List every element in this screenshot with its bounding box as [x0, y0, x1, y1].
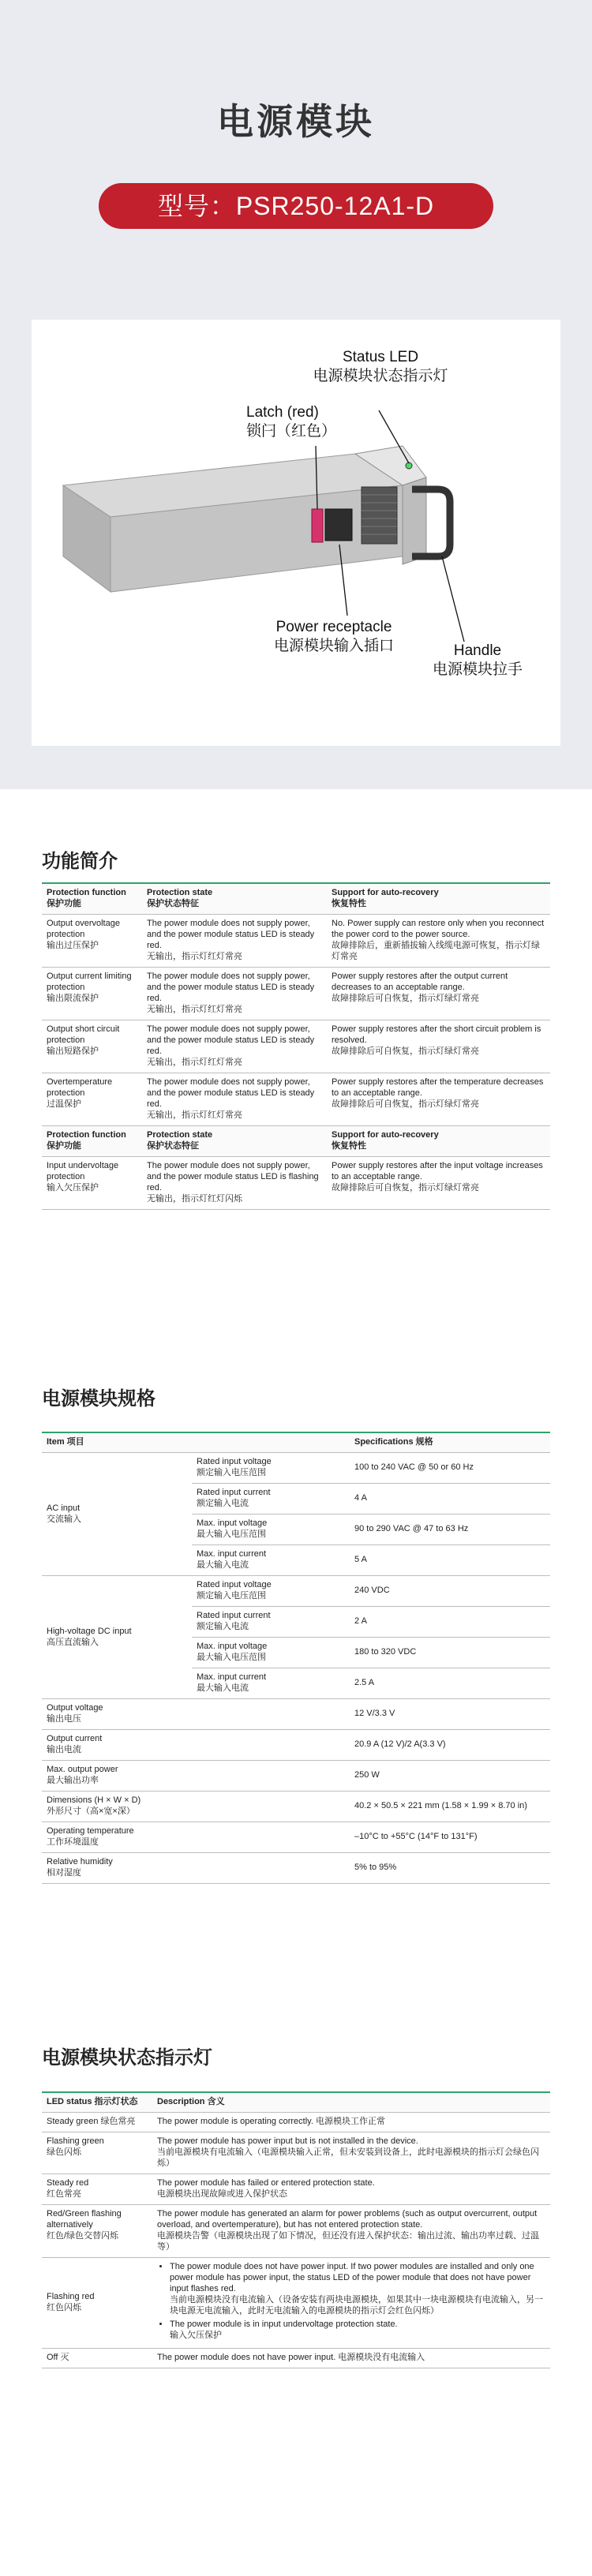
status-led-callout [294, 348, 467, 386]
table-cell: 90 to 290 VAC @ 47 to 63 Hz [350, 1515, 550, 1545]
table-cell: 100 to 240 VAC @ 50 or 60 Hz [350, 1453, 550, 1484]
table-cell: Output current 输出电流 [42, 1730, 350, 1761]
table-row [42, 1073, 550, 1126]
table-row [42, 1822, 550, 1853]
table-cell: Operating temperature 工作环境温度 [42, 1822, 350, 1853]
table-cell: The power module does not supply power, and the power module status LED is flashing red. 无输出，指示灯红灯闪烁 [142, 1157, 327, 1210]
table-cell: 40.2 × 50.5 × 221 mm (1.58 × 1.99 × 8.70 in) [350, 1792, 550, 1822]
status-led-label-en: Status LED [342, 349, 419, 365]
table-row [42, 2113, 550, 2132]
table-row [42, 2132, 550, 2174]
header-cell: LED status 指示灯状态 [42, 2092, 152, 2113]
table-row [42, 1453, 550, 1484]
table-cell: No. Power supply can restore only when you reconnect the power cord to the power source. 故障排除后，重新插拔输入线缆电源可恢复，指示灯绿灯常亮 [327, 915, 550, 968]
table-cell: The power module has failed or entered protection state. 电源模块出现故障或进入保护状态 [152, 2174, 550, 2205]
table-cell: Power supply restores after the input voltage increases to an acceptable range. 故障排除后可自恢复，指示灯绿灯常亮 [327, 1157, 550, 1210]
list-item: • The power module does not have power input. If two power modules are installed and only one power module has power input, the status LED of the power module that does not have power input flashes red. 当前电源模块没有电流输入（设备安装有两块电源模块，如果其中一块电源模块有电流输入，另一块电源无电流输入，此时无电流输入的电源模块的指示灯会红色闪烁） [170, 2261, 545, 2316]
table-cell: Power supply restores after the output current decreases to an acceptable range. 故障排除后可自恢复，指示灯绿灯常亮 [327, 968, 550, 1020]
receptacle-label-en: Power receptacle [275, 619, 392, 635]
table-cell: 240 VDC [350, 1576, 550, 1607]
header-band [0, 0, 592, 268]
section-title-led: 电源模块状态指示灯 [42, 2047, 212, 2069]
table-cell: Output overvoltage protection 输出过压保护 [42, 915, 142, 968]
table-cell: Power supply restores after the short circuit problem is resolved. 故障排除后可自恢复，指示灯绿灯常亮 [327, 1020, 550, 1073]
table-cell: The power module has generated an alarm for power problems (such as output overcurrent, output overload, and overtemperature), but has not entered protection state. 电源模块告警（电源模块出现了如下情况，但还没有进入保护状态：输出过流、输出功率过载、过温等） [152, 2205, 550, 2258]
table-row [42, 915, 550, 968]
table-cell: The power module does not have power input. 电源模块没有电流输入 [152, 2349, 550, 2368]
header-cell: Protection state 保护状态特征 [142, 1126, 327, 1157]
spec-table [42, 1432, 550, 1884]
table-row [42, 2205, 550, 2258]
table-cell: The power module is operating correctly. 电源模块工作正常 [152, 2113, 550, 2132]
table-cell: Steady red 红色常亮 [42, 2174, 152, 2205]
header-cell: Support for auto-recovery 恢复特性 [327, 1126, 550, 1157]
table-cell: 4 A [350, 1484, 550, 1515]
product-illustration-card [32, 320, 560, 746]
latch-label-cn: 锁闩（红色） [246, 423, 337, 440]
header-cell: Item 项目 [42, 1432, 350, 1453]
table-row [42, 1576, 550, 1607]
table-row [42, 2174, 550, 2205]
status-led-label-cn: 电源模块状态指示灯 [313, 368, 448, 384]
table-cell: The power module does not supply power, and the power module status LED is steady red. 无输出，指示灯红灯常亮 [142, 1073, 327, 1126]
table-cell: 2 A [350, 1607, 550, 1638]
table-row [42, 2258, 550, 2349]
table-row [42, 1699, 550, 1730]
header-cell: Protection function 保护功能 [42, 883, 142, 915]
header-cell: Specifications 规格 [350, 1432, 550, 1453]
table-row [42, 1730, 550, 1761]
receptacle-label-cn: 电源模块输入插口 [273, 638, 394, 654]
table-header-row [42, 2092, 550, 2113]
table-cell: The power module does not supply power, and the power module status LED is steady red. 无输出，指示灯红灯常亮 [142, 968, 327, 1020]
receptacle-callout [243, 618, 425, 656]
table-cell: Red/Green flashing alternatively 红色/绿色交替闪烁 [42, 2205, 152, 2258]
section-title-specs: 电源模块规格 [42, 1388, 155, 1410]
table-cell: High-voltage DC input 高压直流输入 [42, 1576, 192, 1699]
table-cell: Rated input voltage 额定输入电压范围 [192, 1576, 350, 1607]
table-cell: The power module has power input but is not installed in the device. 当前电源模块有电流输入（电源模块输入正常，但未安装到设备上，此时电源模块的指示灯会绿色闪烁） [152, 2132, 550, 2174]
header-cell: Protection state 保护状态特征 [142, 883, 327, 915]
table-cell: Rated input current 额定输入电流 [192, 1607, 350, 1638]
handle-label-en: Handle [453, 642, 502, 659]
handle-label-cn: 电源模块拉手 [432, 661, 523, 678]
table-cell: 20.9 A (12 V)/2 A(3.3 V) [350, 1730, 550, 1761]
table-cell: 180 to 320 VDC [350, 1638, 550, 1668]
table-row [42, 968, 550, 1020]
table-cell: Rated input voltage 额定输入电压范围 [192, 1453, 350, 1484]
table-row [42, 1157, 550, 1210]
model-badge: 型号：PSR250-12A1-D [99, 183, 493, 229]
product-illustration-area [0, 268, 592, 789]
table-cell: Output current limiting protection 输出限流保护 [42, 968, 142, 1020]
table-cell [152, 2258, 550, 2349]
table-cell: Output short circuit protection 输出短路保护 [42, 1020, 142, 1073]
list-item: • The power module is in input undervoltage protection state. 输入欠压保护 [170, 2319, 545, 2341]
handle-callout [426, 642, 529, 680]
section-title-functions: 功能简介 [42, 851, 118, 872]
table-cell: Dimensions (H × W × D) 外形尺寸（高×宽×深） [42, 1792, 350, 1822]
table-header-row [42, 1432, 550, 1453]
page-title: 电源模块 [217, 101, 375, 142]
table-row [42, 1761, 550, 1792]
table-cell: Max. input voltage 最大输入电压范围 [192, 1638, 350, 1668]
table-row [42, 1853, 550, 1884]
table-cell: –10°C to +55°C (14°F to 131°F) [350, 1822, 550, 1853]
table-row [42, 1792, 550, 1822]
table-cell: Max. output power 最大输出功率 [42, 1761, 350, 1792]
table-cell: 5 A [350, 1545, 550, 1576]
table-cell: Rated input current 额定输入电流 [192, 1484, 350, 1515]
table-cell: 2.5 A [350, 1668, 550, 1699]
table-cell: Off 灭 [42, 2349, 152, 2368]
header-cell: Protection function 保护功能 [42, 1126, 142, 1157]
table-cell: 5% to 95% [350, 1853, 550, 1884]
table-cell: The power module does not supply power, and the power module status LED is steady red. 无输出，指示灯红灯常亮 [142, 1020, 327, 1073]
table-row [42, 2349, 550, 2368]
header-cell: Description 含义 [152, 2092, 550, 2113]
latch-label-en: Latch (red) [246, 404, 319, 421]
table-cell: 250 W [350, 1761, 550, 1792]
table-cell: Power supply restores after the temperature decreases to an acceptable range. 故障排除后可自恢复，指示灯绿灯常亮 [327, 1073, 550, 1126]
table-cell: Flashing green 绿色闪烁 [42, 2132, 152, 2174]
table-cell: Steady green 绿色常亮 [42, 2113, 152, 2132]
table-cell: AC input 交流输入 [42, 1453, 192, 1576]
table-cell: 12 V/3.3 V [350, 1699, 550, 1730]
bullet-list [157, 2261, 545, 2341]
led-table [42, 2091, 550, 2368]
protection-table [42, 882, 550, 1210]
table-cell: Max. input current 最大输入电流 [192, 1545, 350, 1576]
table-cell: Flashing red 红色闪烁 [42, 2258, 152, 2349]
table-cell: Output voltage 输出电压 [42, 1699, 350, 1730]
table-header-row [42, 883, 550, 915]
header-cell: Support for auto-recovery 恢复特性 [327, 883, 550, 915]
table-cell: The power module does not supply power, and the power module status LED is steady red. 无输出，指示灯红灯常亮 [142, 915, 327, 968]
table-header-row [42, 1126, 550, 1157]
table-row [42, 1020, 550, 1073]
table-cell: Max. input current 最大输入电流 [192, 1668, 350, 1699]
latch-callout [246, 403, 373, 441]
table-cell: Overtemperature protection 过温保护 [42, 1073, 142, 1126]
table-cell: Max. input voltage 最大输入电压范围 [192, 1515, 350, 1545]
table-cell: Input undervoltage protection 输入欠压保护 [42, 1157, 142, 1210]
table-cell: Relative humidity 相对湿度 [42, 1853, 350, 1884]
